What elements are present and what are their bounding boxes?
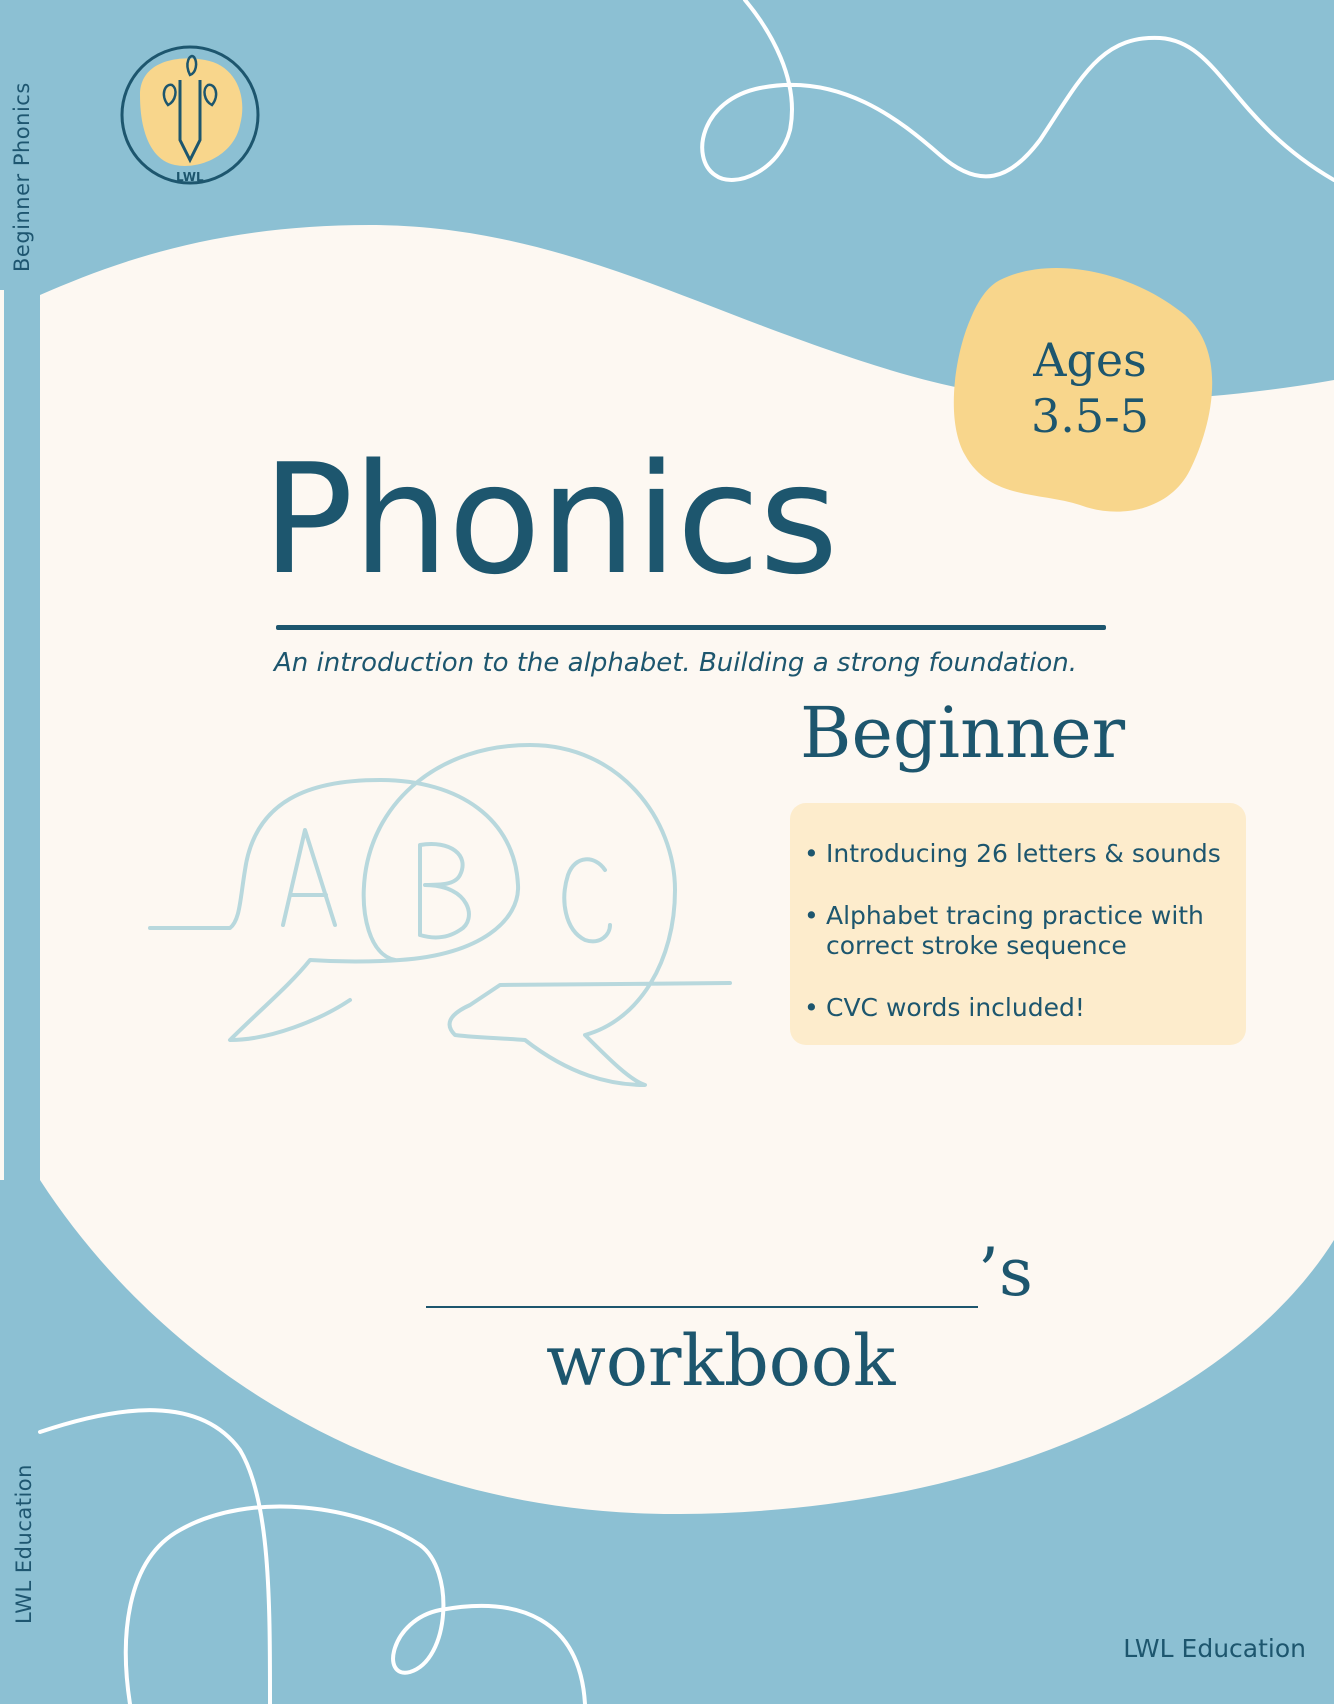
name-possessive: ’s: [978, 1234, 1033, 1311]
spine-title: Beginner Phonics: [10, 82, 34, 272]
workbook-label: workbook: [546, 1320, 896, 1402]
spine-publisher: LWL Education: [12, 1464, 36, 1624]
doodle-bottom: [40, 1410, 270, 1704]
level-label: Beginner: [800, 692, 1126, 774]
ages-badge: [1000, 332, 1180, 444]
feature-item: • Introducing 26 letters & sounds: [790, 839, 1246, 869]
book-title: Phonics: [262, 431, 838, 608]
feature-box: [790, 803, 1246, 1045]
publisher-name: LWL Education: [1123, 1634, 1306, 1663]
ages-range: 3.5-5: [1031, 389, 1149, 443]
logo: [122, 47, 258, 183]
title-underline: [276, 625, 1106, 630]
feature-item: • CVC words included!: [790, 993, 1246, 1023]
doodle-top: [702, 0, 1334, 180]
feature-item: • Alphabet tracing practice with correct stroke sequence: [790, 901, 1246, 961]
name-blank-line[interactable]: [426, 1306, 978, 1308]
feature-list: [790, 803, 1246, 1023]
ages-label: Ages: [1033, 333, 1147, 387]
book-subtitle: An introduction to the alphabet. Building a strong foundation.: [274, 648, 1078, 678]
doodle-bottom-2: [126, 1506, 585, 1704]
logo-text: LWL: [176, 170, 204, 184]
